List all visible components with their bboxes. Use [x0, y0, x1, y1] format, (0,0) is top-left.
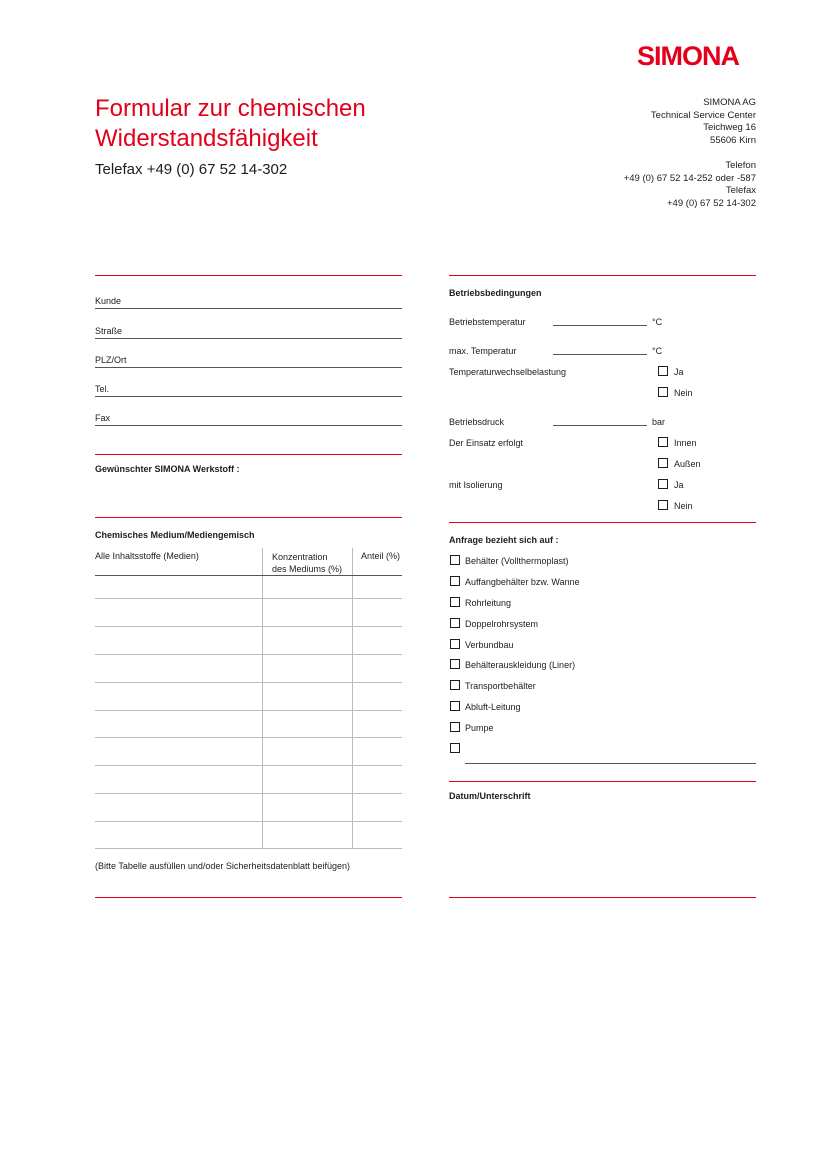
field-line-plz-ort[interactable]: [95, 367, 402, 368]
field-label-fax: Fax: [95, 413, 111, 423]
divider: [95, 897, 402, 898]
cycle-yes-label: Ja: [674, 367, 684, 377]
max-temp-unit: °C: [652, 346, 663, 356]
divider: [95, 517, 402, 518]
field-label-plz-ort: PLZ/Ort: [95, 355, 127, 365]
insulation-no-label: Nein: [674, 501, 693, 511]
medium-heading: Chemisches Medium/Mediengemisch: [95, 530, 255, 540]
page-title: [95, 94, 366, 154]
cycle-label: Temperaturwechselbelastung: [449, 367, 567, 377]
cycle-no-label: Nein: [674, 388, 693, 398]
request-label-liner: Behälterauskleidung (Liner): [465, 660, 576, 670]
temp-input-line[interactable]: [553, 325, 647, 326]
request-label-pumpe: Pumpe: [465, 723, 494, 733]
request-checkbox-transportbehaelter[interactable]: [450, 680, 460, 690]
request-checkbox-other[interactable]: [450, 743, 460, 753]
request-checkbox-verbundbau[interactable]: [450, 639, 460, 649]
fax-label: Telefax: [725, 185, 756, 196]
fax-number: +49 (0) 67 52 14-302: [667, 197, 756, 209]
field-label-strasse: Straße: [95, 326, 123, 336]
phone-label: Telefon: [725, 160, 756, 171]
col-header-konzentration-line1: Konzentration: [272, 552, 328, 562]
use-inside-label: Innen: [674, 438, 697, 448]
company-address: [651, 97, 756, 147]
title-line-1: Formular zur chemischen: [95, 95, 366, 122]
signature-label: Datum/Unterschrift: [449, 791, 531, 801]
max-temp-input-line[interactable]: [553, 354, 647, 355]
divider: [95, 454, 402, 455]
company-city: 55606 Kirn: [710, 134, 756, 146]
cycle-no-checkbox[interactable]: [658, 387, 668, 397]
table-col-divider: [262, 548, 263, 849]
col-header-konzentration: [272, 551, 342, 575]
col-header-medien: Alle Inhaltsstoffe (Medien): [95, 551, 199, 561]
title-line-2: Widerstandsfähigkeit: [95, 125, 318, 152]
request-label-abluft: Abluft-Leitung: [465, 702, 521, 712]
insulation-no-checkbox[interactable]: [658, 500, 668, 510]
request-label-transportbehaelter: Transportbehälter: [465, 681, 536, 691]
field-label-kunde: Kunde: [95, 296, 122, 306]
company-dept: Technical Service Center: [650, 109, 756, 121]
divider: [449, 522, 756, 523]
insulation-yes-label: Ja: [674, 480, 684, 490]
field-line-fax[interactable]: [95, 425, 402, 426]
conditions-heading: Betriebsbedingungen: [449, 288, 542, 298]
divider: [95, 275, 402, 276]
request-checkbox-pumpe[interactable]: [450, 722, 460, 732]
request-label-verbundbau: Verbundbau: [465, 640, 514, 650]
field-line-tel[interactable]: [95, 396, 402, 397]
table-row[interactable]: [95, 737, 402, 738]
request-label-rohrleitung: Rohrleitung: [465, 598, 512, 608]
pressure-label: Betriebsdruck: [449, 417, 505, 427]
request-checkbox-rohrleitung[interactable]: [450, 597, 460, 607]
insulation-label: mit Isolierung: [449, 480, 503, 490]
table-row[interactable]: [95, 654, 402, 655]
insulation-yes-checkbox[interactable]: [658, 479, 668, 489]
request-checkbox-auffangbehaelter[interactable]: [450, 576, 460, 586]
pressure-unit: bar: [652, 417, 666, 427]
cycle-yes-checkbox[interactable]: [658, 366, 668, 376]
temp-label: Betriebstemperatur: [449, 317, 526, 327]
field-line-kunde[interactable]: [95, 308, 402, 309]
table-row[interactable]: [95, 598, 402, 599]
table-header-line: [95, 575, 402, 576]
header-fax: Telefax +49 (0) 67 52 14-302: [95, 161, 288, 178]
request-checkbox-behaelter[interactable]: [450, 555, 460, 565]
request-label-auffangbehaelter: Auffangbehälter bzw. Wanne: [465, 577, 580, 587]
divider: [449, 781, 756, 782]
use-outside-checkbox[interactable]: [658, 458, 668, 468]
divider: [449, 897, 756, 898]
company-street: Teichweg 16: [703, 122, 756, 133]
request-label-behaelter: Behälter (Vollthermoplast): [465, 556, 569, 566]
table-row[interactable]: [95, 710, 402, 711]
company-name: SIMONA AG: [703, 97, 756, 108]
col-header-anteil: Anteil (%): [361, 551, 401, 561]
request-checkbox-liner[interactable]: [450, 659, 460, 669]
table-row[interactable]: [95, 821, 402, 822]
table-row[interactable]: [95, 848, 402, 849]
pressure-input-line[interactable]: [553, 425, 647, 426]
table-note: (Bitte Tabelle ausfüllen und/oder Sicherheitsdatenblatt beifügen): [95, 861, 351, 871]
request-checkbox-abluft[interactable]: [450, 701, 460, 711]
field-label-tel: Tel.: [95, 384, 110, 394]
table-row[interactable]: [95, 793, 402, 794]
material-label: Gewünschter SIMONA Werkstoff :: [95, 464, 240, 474]
request-label-doppelrohrsystem: Doppelrohrsystem: [465, 619, 539, 629]
temp-unit: °C: [652, 317, 663, 327]
divider: [449, 275, 756, 276]
use-outside-label: Außen: [674, 459, 701, 469]
col-header-konzentration-line2: des Mediums (%): [272, 564, 343, 574]
company-contact: [624, 160, 756, 210]
phone-number: +49 (0) 67 52 14-252 oder -587: [623, 172, 756, 184]
request-checkbox-doppelrohrsystem[interactable]: [450, 618, 460, 628]
request-heading: Anfrage bezieht sich auf :: [449, 535, 559, 545]
table-row[interactable]: [95, 682, 402, 683]
request-other-input-line[interactable]: [465, 763, 756, 764]
field-line-strasse[interactable]: [95, 338, 402, 339]
table-row[interactable]: [95, 626, 402, 627]
table-row[interactable]: [95, 765, 402, 766]
table-col-divider: [352, 548, 353, 849]
simona-logo: SIMONA: [637, 41, 739, 71]
use-inside-checkbox[interactable]: [658, 437, 668, 447]
use-label: Der Einsatz erfolgt: [449, 438, 524, 448]
max-temp-label: max. Temperatur: [449, 346, 517, 356]
